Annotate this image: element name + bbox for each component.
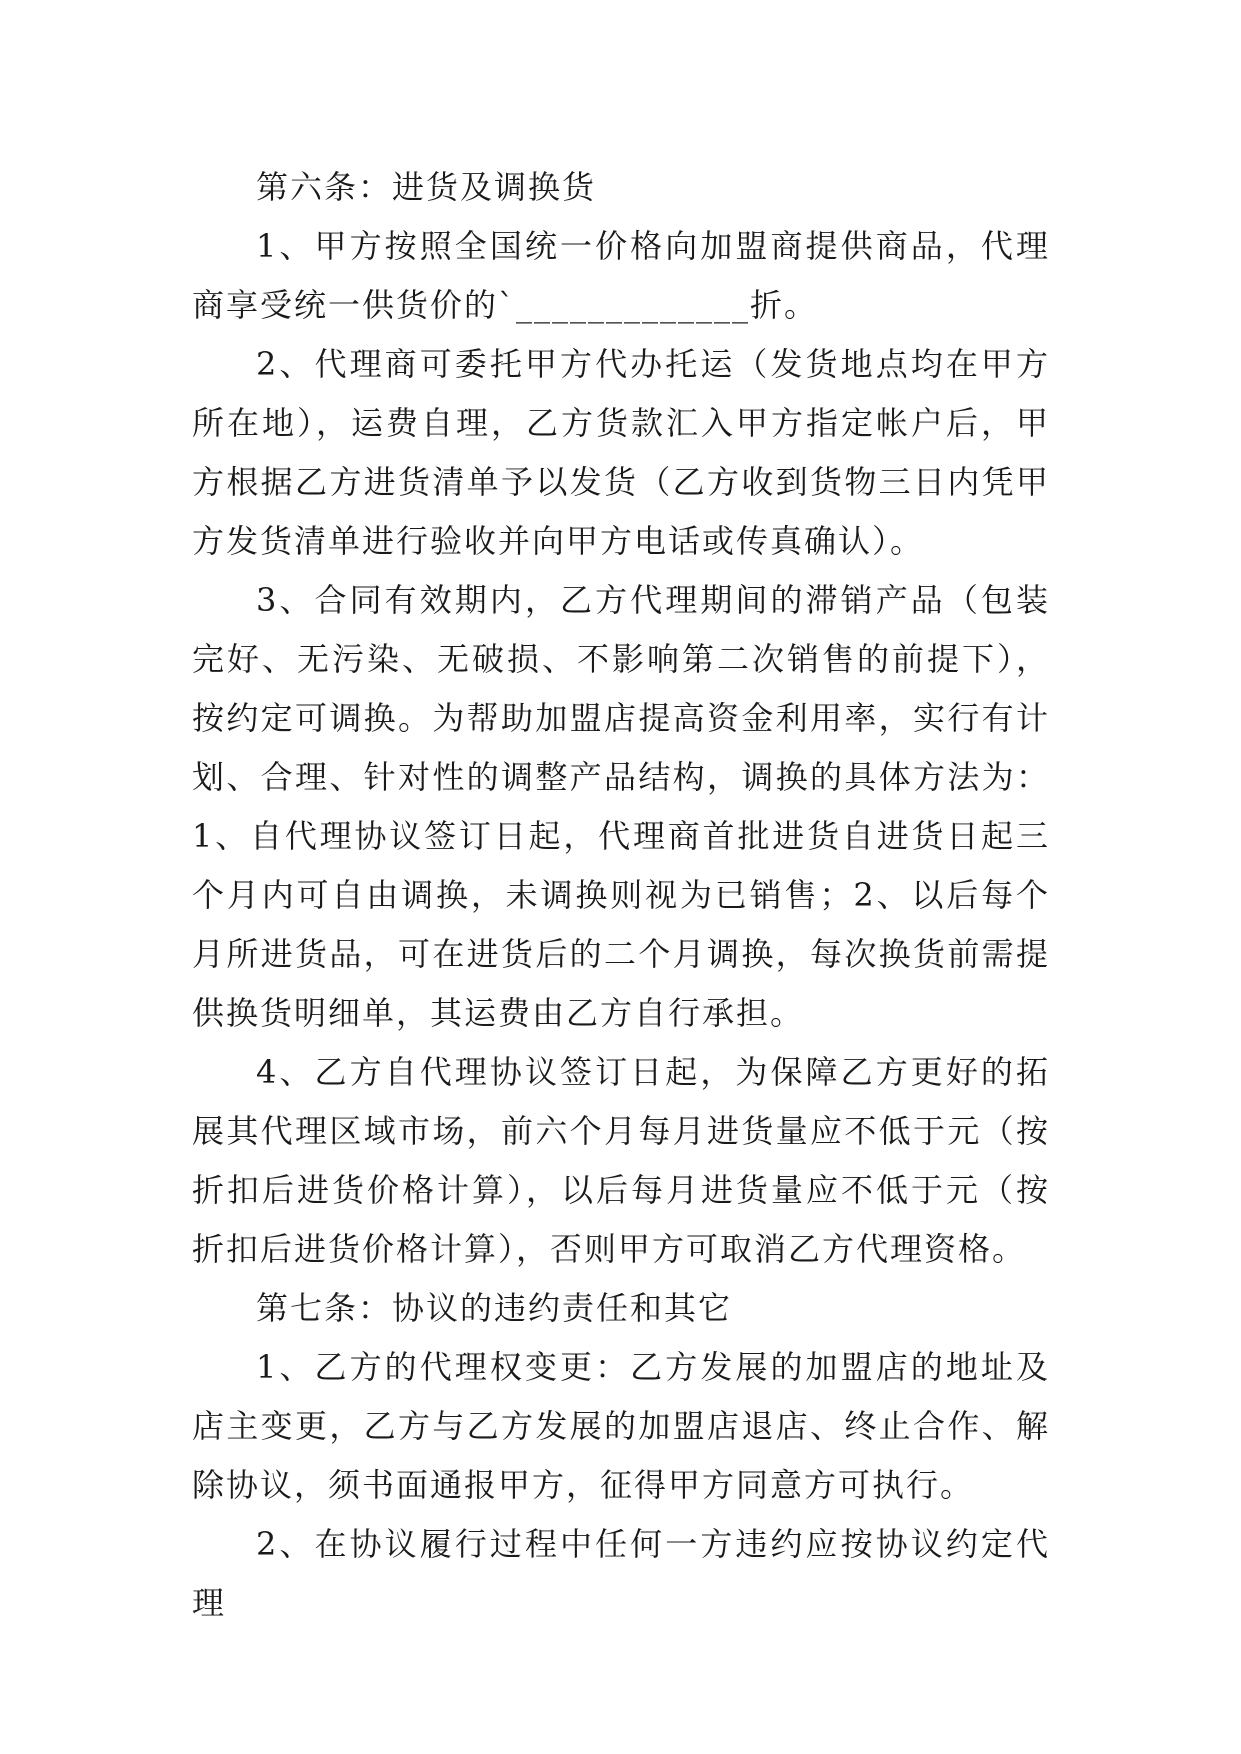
section-heading: 第六条：进货及调换货 bbox=[256, 168, 597, 206]
paragraph: 1、甲方按照全国统一价格向加盟商提供商品，代理商享受统一供货价的`_____________折。 bbox=[192, 227, 1050, 324]
document-page bbox=[192, 158, 1050, 1633]
paragraph: 4、乙方自代理协议签订日起，为保障乙方更好的拓展其代理区域市场，前六个月每月进货量应不低于元（按折扣后进货价格计算），以后每月进货量应不低于元（按折扣后进货价格计算），否则甲方可取消乙方代理资格。 bbox=[192, 1053, 1050, 1268]
paragraph: 2、在协议履行过程中任何一方违约应按协议约定代理 bbox=[192, 1525, 1050, 1622]
paragraph: 2、代理商可委托甲方代办托运（发货地点均在甲方所在地），运费自理，乙方货款汇入甲方指定帐户后，甲方根据乙方进货清单予以发货（乙方收到货物三日内凭甲方发货清单进行验收并向甲方电话或传真确认）。 bbox=[192, 345, 1050, 560]
paragraph: 3、合同有效期内，乙方代理期间的滞销产品（包装完好、无污染、无破损、不影响第二次销售的前提下），按约定可调换。为帮助加盟店提高资金利用率，实行有计划、合理、针对性的调整产品结构，调换的具体方法为：1、自代理协议签订日起，代理商首批进货自进货日起三个月内可自由调换，未调换则视为已销售；2、以后每个月所进货品，可在进货后的二个月调换，每次换货前需提供换货明细单，其运费由乙方自行承担。 bbox=[192, 581, 1050, 1032]
paragraph: 1、乙方的代理权变更：乙方发展的加盟店的地址及店主变更，乙方与乙方发展的加盟店退店、终止合作、解除协议，须书面通报甲方，征得甲方同意方可执行。 bbox=[192, 1348, 1050, 1504]
section-heading: 第七条：协议的违约责任和其它 bbox=[256, 1289, 733, 1327]
